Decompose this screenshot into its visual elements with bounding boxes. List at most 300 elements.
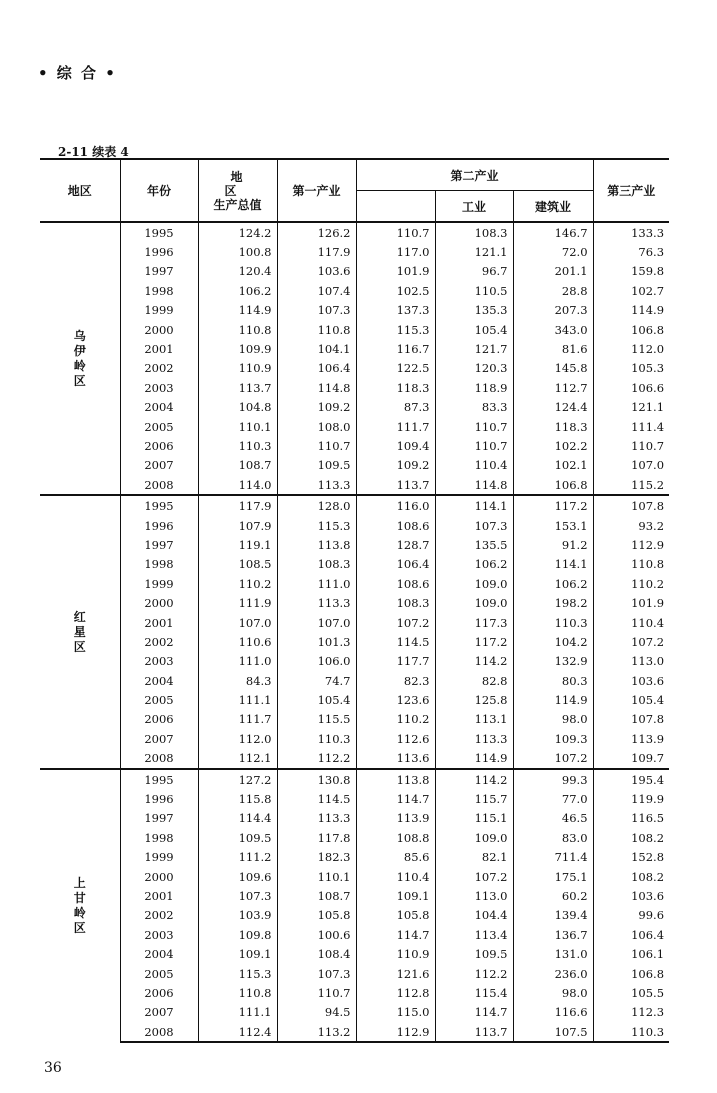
construction-cell: 99.3	[513, 769, 593, 789]
table-row	[40, 574, 669, 593]
table-row	[40, 475, 669, 495]
industry-cell: 110.7	[435, 436, 513, 455]
table-row	[40, 359, 669, 378]
industry-cell: 96.7	[435, 262, 513, 281]
tertiary-cell: 112.3	[593, 1003, 669, 1022]
year-cell: 2008	[120, 749, 198, 769]
gdp-cell: 110.3	[198, 436, 277, 455]
construction-cell: 207.3	[513, 301, 593, 320]
gdp-cell: 111.1	[198, 1003, 277, 1022]
table-row	[40, 886, 669, 905]
year-cell: 1996	[120, 789, 198, 808]
table-row	[40, 417, 669, 436]
tertiary-cell: 105.5	[593, 983, 669, 1002]
year-cell: 1998	[120, 555, 198, 574]
primary-cell: 104.1	[277, 339, 356, 358]
gdp-cell: 110.2	[198, 574, 277, 593]
gdp-cell: 107.0	[198, 613, 277, 632]
gdp-cell: 106.2	[198, 281, 277, 300]
primary-cell: 100.6	[277, 925, 356, 944]
year-cell: 1995	[120, 495, 198, 515]
tertiary-cell: 105.4	[593, 690, 669, 709]
year-cell: 2005	[120, 964, 198, 983]
construction-cell: 136.7	[513, 925, 593, 944]
primary-cell: 113.3	[277, 593, 356, 612]
gdp-cell: 111.9	[198, 593, 277, 612]
secondary-cell: 110.9	[356, 944, 435, 963]
year-cell: 2002	[120, 632, 198, 651]
tertiary-cell: 108.2	[593, 828, 669, 847]
gdp-cell: 112.0	[198, 729, 277, 748]
year-cell: 1996	[120, 516, 198, 535]
year-cell: 2003	[120, 925, 198, 944]
secondary-cell: 115.0	[356, 1003, 435, 1022]
construction-cell: 236.0	[513, 964, 593, 983]
primary-cell: 94.5	[277, 1003, 356, 1022]
industry-cell: 109.0	[435, 574, 513, 593]
industry-cell: 115.7	[435, 789, 513, 808]
secondary-cell: 110.7	[356, 222, 435, 242]
secondary-cell: 108.6	[356, 516, 435, 535]
secondary-cell: 110.2	[356, 710, 435, 729]
construction-cell: 131.0	[513, 944, 593, 963]
primary-cell: 106.0	[277, 652, 356, 671]
primary-cell: 110.7	[277, 983, 356, 1002]
industry-cell: 82.1	[435, 848, 513, 867]
tertiary-cell: 116.5	[593, 809, 669, 828]
primary-cell: 110.3	[277, 729, 356, 748]
primary-cell: 114.8	[277, 378, 356, 397]
tertiary-cell: 103.6	[593, 886, 669, 905]
industry-cell: 82.8	[435, 671, 513, 690]
secondary-cell: 106.4	[356, 555, 435, 574]
tertiary-cell: 113.0	[593, 652, 669, 671]
gdp-cell: 119.1	[198, 535, 277, 554]
table-row	[40, 632, 669, 651]
column-header-industry: 工业	[435, 191, 513, 223]
table-row	[40, 436, 669, 455]
industry-cell: 113.7	[435, 1022, 513, 1042]
primary-cell: 107.3	[277, 964, 356, 983]
industry-cell: 115.1	[435, 809, 513, 828]
gdp-cell: 111.2	[198, 848, 277, 867]
secondary-cell: 110.4	[356, 867, 435, 886]
year-cell: 2007	[120, 1003, 198, 1022]
construction-cell: 46.5	[513, 809, 593, 828]
primary-cell: 108.0	[277, 417, 356, 436]
gdp-cell: 113.7	[198, 378, 277, 397]
table-row	[40, 867, 669, 886]
primary-cell: 126.2	[277, 222, 356, 242]
industry-cell: 109.0	[435, 828, 513, 847]
gdp-cell: 111.0	[198, 652, 277, 671]
year-cell: 2005	[120, 690, 198, 709]
table-row	[40, 593, 669, 612]
tertiary-cell: 107.8	[593, 495, 669, 515]
primary-cell: 108.3	[277, 555, 356, 574]
secondary-cell: 117.7	[356, 652, 435, 671]
table-row	[40, 983, 669, 1002]
secondary-cell: 115.3	[356, 320, 435, 339]
industry-cell: 115.4	[435, 983, 513, 1002]
industry-cell: 121.1	[435, 242, 513, 261]
table-row	[40, 222, 669, 242]
gdp-cell: 111.7	[198, 710, 277, 729]
gdp-cell: 115.3	[198, 964, 277, 983]
secondary-cell: 118.3	[356, 378, 435, 397]
secondary-cell: 116.0	[356, 495, 435, 515]
column-header-district: 地区	[40, 159, 120, 222]
table-row	[40, 262, 669, 281]
secondary-cell: 108.3	[356, 593, 435, 612]
year-cell: 2007	[120, 456, 198, 475]
construction-cell: 106.8	[513, 475, 593, 495]
tertiary-cell: 112.9	[593, 535, 669, 554]
district-cell	[40, 769, 120, 1042]
gdp-cell: 114.4	[198, 809, 277, 828]
gdp-cell: 110.1	[198, 417, 277, 436]
tertiary-cell: 112.0	[593, 339, 669, 358]
table-row	[40, 1003, 669, 1022]
table-row	[40, 690, 669, 709]
secondary-cell: 87.3	[356, 398, 435, 417]
gdp-header-line1: 地 区	[224, 169, 257, 198]
gdp-cell: 111.1	[198, 690, 277, 709]
primary-cell: 182.3	[277, 848, 356, 867]
primary-cell: 114.5	[277, 789, 356, 808]
section-mark: • 综 合 •	[38, 64, 117, 82]
primary-cell: 105.8	[277, 906, 356, 925]
secondary-cell: 116.7	[356, 339, 435, 358]
gdp-cell: 112.4	[198, 1022, 277, 1042]
gdp-cell: 100.8	[198, 242, 277, 261]
table-row	[40, 671, 669, 690]
secondary-cell: 128.7	[356, 535, 435, 554]
table-row	[40, 1022, 669, 1042]
gdp-cell: 110.8	[198, 320, 277, 339]
industry-cell: 135.3	[435, 301, 513, 320]
year-cell: 2000	[120, 320, 198, 339]
construction-cell: 117.2	[513, 495, 593, 515]
year-cell: 2004	[120, 944, 198, 963]
primary-cell: 113.3	[277, 809, 356, 828]
year-cell: 2006	[120, 436, 198, 455]
gdp-cell: 104.8	[198, 398, 277, 417]
secondary-cell: 114.5	[356, 632, 435, 651]
primary-cell: 107.4	[277, 281, 356, 300]
tertiary-cell: 121.1	[593, 398, 669, 417]
gdp-cell: 107.3	[198, 886, 277, 905]
industry-cell: 114.2	[435, 769, 513, 789]
year-cell: 2006	[120, 983, 198, 1002]
industry-cell: 121.7	[435, 339, 513, 358]
industry-cell: 107.2	[435, 867, 513, 886]
tertiary-cell: 110.3	[593, 1022, 669, 1042]
year-cell: 1999	[120, 301, 198, 320]
tertiary-cell: 107.8	[593, 710, 669, 729]
year-cell: 2001	[120, 339, 198, 358]
construction-cell: 153.1	[513, 516, 593, 535]
construction-cell: 60.2	[513, 886, 593, 905]
tertiary-cell: 107.0	[593, 456, 669, 475]
table-row	[40, 242, 669, 261]
secondary-cell: 101.9	[356, 262, 435, 281]
gdp-cell: 108.7	[198, 456, 277, 475]
industry-cell: 114.1	[435, 495, 513, 515]
industry-cell: 104.4	[435, 906, 513, 925]
construction-cell: 146.7	[513, 222, 593, 242]
table-row	[40, 906, 669, 925]
industry-cell: 125.8	[435, 690, 513, 709]
tertiary-cell: 106.8	[593, 964, 669, 983]
construction-cell: 114.9	[513, 690, 593, 709]
industry-cell: 109.0	[435, 593, 513, 612]
tertiary-cell: 93.2	[593, 516, 669, 535]
column-header-construction: 建筑业	[513, 191, 593, 223]
industry-cell: 117.2	[435, 632, 513, 651]
construction-cell: 132.9	[513, 652, 593, 671]
secondary-cell: 107.2	[356, 613, 435, 632]
year-cell: 1998	[120, 281, 198, 300]
gdp-cell: 114.9	[198, 301, 277, 320]
year-cell: 2003	[120, 652, 198, 671]
column-header-secondary: 第二产业	[356, 159, 593, 191]
construction-cell: 77.0	[513, 789, 593, 808]
primary-cell: 109.5	[277, 456, 356, 475]
gdp-header-line2: 生产总值	[213, 197, 262, 212]
column-header-secondary-total-spacer	[356, 191, 435, 223]
table-row	[40, 378, 669, 397]
column-header-gdp	[198, 159, 277, 222]
table-row	[40, 828, 669, 847]
primary-cell: 113.2	[277, 1022, 356, 1042]
primary-cell: 107.0	[277, 613, 356, 632]
secondary-cell: 85.6	[356, 848, 435, 867]
table-row	[40, 769, 669, 789]
secondary-cell: 114.7	[356, 925, 435, 944]
gdp-cell: 117.9	[198, 495, 277, 515]
table-row	[40, 495, 669, 515]
industry-cell: 112.2	[435, 964, 513, 983]
construction-cell: 109.3	[513, 729, 593, 748]
industry-cell: 117.3	[435, 613, 513, 632]
year-cell: 1995	[120, 222, 198, 242]
tertiary-cell: 106.1	[593, 944, 669, 963]
secondary-cell: 113.8	[356, 769, 435, 789]
tertiary-cell: 108.2	[593, 867, 669, 886]
construction-cell: 102.2	[513, 436, 593, 455]
year-cell: 2000	[120, 867, 198, 886]
tertiary-cell: 76.3	[593, 242, 669, 261]
industry-cell: 114.9	[435, 749, 513, 769]
primary-cell: 115.5	[277, 710, 356, 729]
industry-cell: 114.2	[435, 652, 513, 671]
primary-cell: 113.8	[277, 535, 356, 554]
primary-cell: 74.7	[277, 671, 356, 690]
table-row	[40, 809, 669, 828]
tertiary-cell: 110.8	[593, 555, 669, 574]
district-name: 红星区	[73, 609, 86, 654]
construction-cell: 711.4	[513, 848, 593, 867]
construction-cell: 91.2	[513, 535, 593, 554]
table-row	[40, 516, 669, 535]
secondary-cell: 121.6	[356, 964, 435, 983]
tertiary-cell: 111.4	[593, 417, 669, 436]
primary-cell: 106.4	[277, 359, 356, 378]
industry-cell: 113.4	[435, 925, 513, 944]
gdp-cell: 84.3	[198, 671, 277, 690]
tertiary-cell: 110.7	[593, 436, 669, 455]
gdp-cell: 110.6	[198, 632, 277, 651]
construction-cell: 343.0	[513, 320, 593, 339]
table-row	[40, 456, 669, 475]
table-row	[40, 281, 669, 300]
tertiary-cell: 152.8	[593, 848, 669, 867]
primary-cell: 105.4	[277, 690, 356, 709]
primary-cell: 130.8	[277, 769, 356, 789]
gdp-cell: 114.0	[198, 475, 277, 495]
year-cell: 2002	[120, 359, 198, 378]
tertiary-cell: 109.7	[593, 749, 669, 769]
gdp-cell: 110.9	[198, 359, 277, 378]
construction-cell: 98.0	[513, 710, 593, 729]
table-row	[40, 729, 669, 748]
page-number: 36	[44, 1060, 62, 1076]
table-row	[40, 555, 669, 574]
table-row	[40, 301, 669, 320]
primary-cell: 115.3	[277, 516, 356, 535]
industry-cell: 106.2	[435, 555, 513, 574]
secondary-cell: 117.0	[356, 242, 435, 261]
year-cell: 2008	[120, 475, 198, 495]
industry-cell: 114.7	[435, 1003, 513, 1022]
industry-cell: 113.3	[435, 729, 513, 748]
secondary-cell: 108.8	[356, 828, 435, 847]
construction-cell: 145.8	[513, 359, 593, 378]
tertiary-cell: 103.6	[593, 671, 669, 690]
secondary-cell: 82.3	[356, 671, 435, 690]
construction-cell: 81.6	[513, 339, 593, 358]
industry-cell: 110.7	[435, 417, 513, 436]
table-body	[40, 222, 669, 1042]
tertiary-cell: 115.2	[593, 475, 669, 495]
industry-cell: 105.4	[435, 320, 513, 339]
table-row	[40, 613, 669, 632]
secondary-cell: 108.6	[356, 574, 435, 593]
primary-cell: 128.0	[277, 495, 356, 515]
primary-cell: 110.7	[277, 436, 356, 455]
secondary-cell: 112.6	[356, 729, 435, 748]
primary-cell: 107.3	[277, 301, 356, 320]
construction-cell: 104.2	[513, 632, 593, 651]
gdp-cell: 109.8	[198, 925, 277, 944]
gdp-cell: 103.9	[198, 906, 277, 925]
tertiary-cell: 110.2	[593, 574, 669, 593]
industry-cell: 110.5	[435, 281, 513, 300]
construction-cell: 116.6	[513, 1003, 593, 1022]
industry-cell: 135.5	[435, 535, 513, 554]
secondary-cell: 123.6	[356, 690, 435, 709]
gdp-cell: 120.4	[198, 262, 277, 281]
table-row	[40, 320, 669, 339]
industry-cell: 113.0	[435, 886, 513, 905]
year-cell: 1995	[120, 769, 198, 789]
year-cell: 2006	[120, 710, 198, 729]
construction-cell: 107.2	[513, 749, 593, 769]
tertiary-cell: 101.9	[593, 593, 669, 612]
table-caption: 2-11 续表 4	[58, 145, 129, 159]
secondary-cell: 137.3	[356, 301, 435, 320]
tertiary-cell: 119.9	[593, 789, 669, 808]
tertiary-cell: 110.4	[593, 613, 669, 632]
primary-cell: 111.0	[277, 574, 356, 593]
gdp-cell: 109.6	[198, 867, 277, 886]
gdp-cell: 115.8	[198, 789, 277, 808]
industry-cell: 114.8	[435, 475, 513, 495]
construction-cell: 139.4	[513, 906, 593, 925]
gdp-cell: 109.9	[198, 339, 277, 358]
secondary-cell: 109.1	[356, 886, 435, 905]
column-header-year: 年份	[120, 159, 198, 222]
construction-cell: 124.4	[513, 398, 593, 417]
primary-cell: 113.3	[277, 475, 356, 495]
secondary-cell: 114.7	[356, 789, 435, 808]
secondary-cell: 122.5	[356, 359, 435, 378]
industry-cell: 107.3	[435, 516, 513, 535]
gdp-cell: 127.2	[198, 769, 277, 789]
tertiary-cell: 114.9	[593, 301, 669, 320]
industry-cell: 108.3	[435, 222, 513, 242]
table-row	[40, 964, 669, 983]
district-cell	[40, 222, 120, 495]
construction-cell: 110.3	[513, 613, 593, 632]
primary-cell: 101.3	[277, 632, 356, 651]
construction-cell: 201.1	[513, 262, 593, 281]
construction-cell: 72.0	[513, 242, 593, 261]
construction-cell: 107.5	[513, 1022, 593, 1042]
tertiary-cell: 106.4	[593, 925, 669, 944]
year-cell: 1997	[120, 535, 198, 554]
tertiary-cell: 107.2	[593, 632, 669, 651]
tertiary-cell: 195.4	[593, 769, 669, 789]
gdp-cell: 107.9	[198, 516, 277, 535]
construction-cell: 98.0	[513, 983, 593, 1002]
tertiary-cell: 159.8	[593, 262, 669, 281]
table-row	[40, 848, 669, 867]
tertiary-cell: 102.7	[593, 281, 669, 300]
statistics-table	[40, 158, 669, 1043]
industry-cell: 118.9	[435, 378, 513, 397]
construction-cell: 83.0	[513, 828, 593, 847]
construction-cell: 102.1	[513, 456, 593, 475]
year-cell: 1999	[120, 574, 198, 593]
secondary-cell: 112.8	[356, 983, 435, 1002]
gdp-cell: 112.1	[198, 749, 277, 769]
construction-cell: 80.3	[513, 671, 593, 690]
construction-cell: 114.1	[513, 555, 593, 574]
primary-cell: 112.2	[277, 749, 356, 769]
secondary-cell: 113.6	[356, 749, 435, 769]
tertiary-cell: 99.6	[593, 906, 669, 925]
construction-cell: 106.2	[513, 574, 593, 593]
construction-cell: 28.8	[513, 281, 593, 300]
table-row	[40, 944, 669, 963]
secondary-cell: 102.5	[356, 281, 435, 300]
secondary-cell: 109.2	[356, 456, 435, 475]
year-cell: 2004	[120, 398, 198, 417]
tertiary-cell: 105.3	[593, 359, 669, 378]
district-cell	[40, 495, 120, 768]
